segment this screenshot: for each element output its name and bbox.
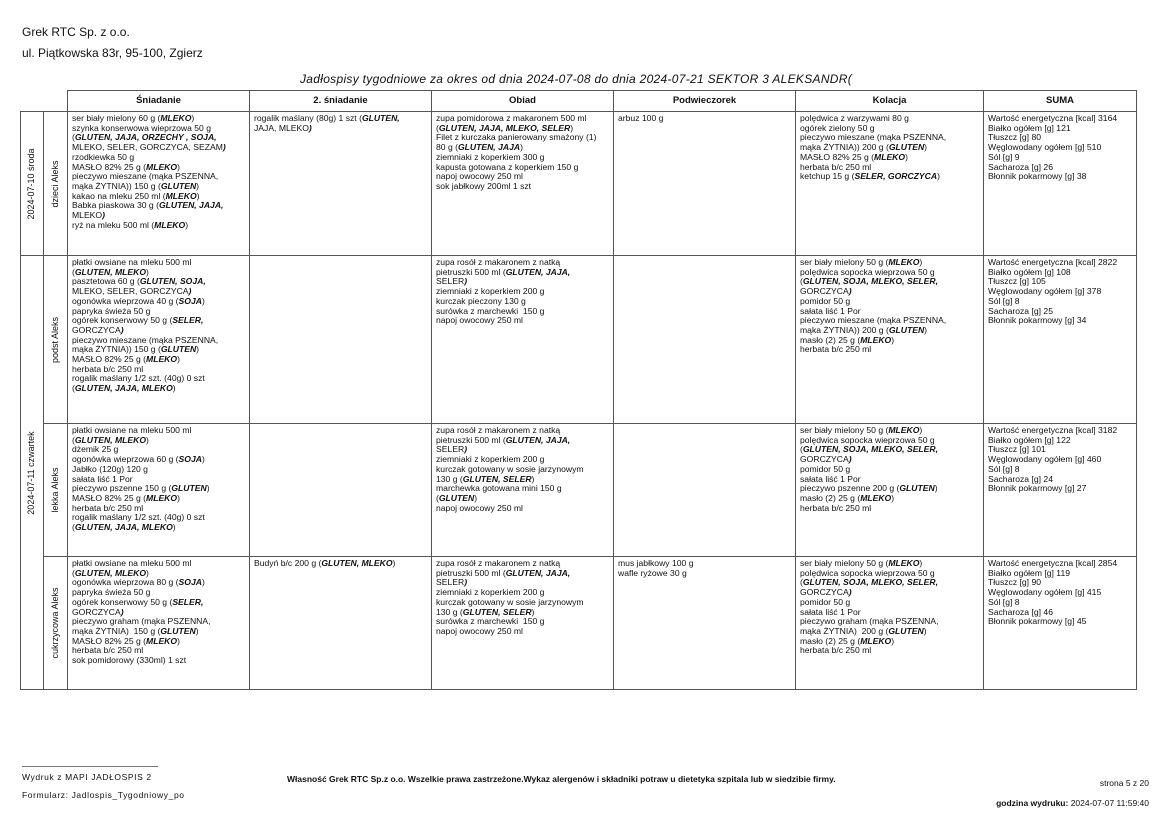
cell-line: papryka świeża 50 g <box>72 305 151 316</box>
allergen-text: ) <box>848 454 852 465</box>
table-row <box>21 424 1137 557</box>
cell-line: Tłuszcz [g] 105 <box>988 276 1046 287</box>
company-header <box>22 22 203 64</box>
meal-cell <box>796 424 984 557</box>
cell-line: (GLUTEN, JAJA, ORZECHY , SOJA, <box>72 132 217 143</box>
cell-line: pieczywo mieszane (mąka PSZENNA, <box>72 334 219 345</box>
cell-line: napoj owocowy 250 ml <box>436 502 523 513</box>
cell-line: Tłuszcz [g] 101 <box>988 444 1046 455</box>
cell-line: MASŁO 82% 25 g (MLEKO) <box>72 492 180 503</box>
allergen-text: GLUTEN, JAJA, MLEKO <box>74 522 173 533</box>
cell-line: (GLUTEN, SOJA, MLEKO, SELER, <box>800 577 938 588</box>
table-row <box>21 256 1137 424</box>
cell-line: pieczywo mieszane (mąka PSZENNA, <box>72 171 219 182</box>
cell-line: zupa rosół z makaronem z natką <box>436 558 561 568</box>
cell-line: Węglowodany ogółem [g] 510 <box>988 142 1102 153</box>
allergen-text: GLUTEN, SOJA, MLEKO, SELER, <box>802 444 938 455</box>
cell-line: rogalik maślany 1/2 szt. (40g) 0 szt <box>72 373 205 384</box>
cell-line: płatki owsiane na mleku 500 ml <box>72 425 192 435</box>
allergen-text: GLUTEN, JAJA, <box>505 567 571 578</box>
footer-left <box>22 768 185 804</box>
cell-line: masło (2) 25 g (MLEKO) <box>800 334 895 345</box>
diet-cell <box>44 256 68 424</box>
company-address: ul. Piątkowska 83r, 95-100, Zgierz <box>22 46 203 60</box>
cell-line: Tłuszcz [g] 90 <box>988 577 1042 588</box>
cell-line: ser biały mielony 50 g (MLEKO) <box>800 257 923 267</box>
cell-line: ketchup 15 g (SELER, GORCZYCA) <box>800 171 940 182</box>
cell-line: MASŁO 82% 25 g (MLEKO) <box>72 161 180 172</box>
diet-label: dzieci Aleks <box>49 159 60 208</box>
meal-cell <box>796 256 984 424</box>
allergen-text: SELER, GORCZYCA <box>854 171 938 182</box>
cell-line: sok pomidorowy (330ml) 1 szt <box>72 655 187 666</box>
meal-cell <box>796 112 984 256</box>
cell-line: (GLUTEN, SOJA, MLEKO, SELER, <box>800 444 938 455</box>
cell-line: zupa rosół z makaronem z natką <box>436 257 561 267</box>
meal-cell <box>432 256 614 424</box>
allergen-text: GLUTEN <box>438 492 475 503</box>
footer-copyright: Własność Grek RTC Sp.z o.o. Wszelkie prawa zastrzeżone.Wykaz alergenów i składniki potraw u dietetyka szpitala lub w siedzibie firmy. <box>287 774 836 784</box>
allergen-text: GLUTEN <box>171 483 207 494</box>
diet-label: cukrzycowa Aleks <box>49 587 60 659</box>
cell-line: Babka piaskowa 30 g (GLUTEN, JAJA, <box>72 200 224 211</box>
meal-cell <box>614 256 796 424</box>
cell-line: GORCZYCA) <box>800 587 852 598</box>
diet-label: lekka Aleks <box>49 467 60 513</box>
print-time-value: 2024-07-07 11:59:40 <box>1070 798 1149 808</box>
allergen-text: SOJA <box>178 577 202 588</box>
cell-line: ogonówka wieprzowa 60 g (SOJA) <box>72 454 205 465</box>
cell-line: ryż na mleku 500 ml (MLEKO) <box>72 219 189 230</box>
cell-line: MASŁO 82% 25 g (MLEKO) <box>800 151 908 162</box>
allergen-text: GLUTEN <box>888 324 925 335</box>
meal-cell <box>68 424 250 557</box>
allergen-text: MLEKO <box>154 219 186 230</box>
cell-line: Błonnik pokarmowy [g] 38 <box>988 171 1087 182</box>
allergen-text: MLEKO <box>860 492 892 503</box>
meal-cell <box>250 424 432 557</box>
cell-line: dżemik 25 g <box>72 444 119 455</box>
cell-line: sałata liść 1 Por <box>800 473 861 484</box>
header-blank <box>44 91 68 112</box>
print-time-label: godzina wydruku: <box>996 798 1069 808</box>
allergen-text: MLEKO <box>160 113 192 123</box>
allergen-text: GLUTEN <box>888 142 925 153</box>
cell-line: Węglowodany ogółem [g] 460 <box>988 454 1102 465</box>
meal-cell <box>432 424 614 557</box>
cell-line: herbata b/c 250 ml <box>800 344 872 355</box>
cell-line: pieczywo graham (mąka PSZENNA, <box>800 616 939 627</box>
cell-line: mąka ŻYTNIA)) 200 g (GLUTEN) <box>800 324 928 335</box>
cell-line: (GLUTEN, JAJA, MLEKO, SELER) <box>436 122 574 133</box>
header-row <box>21 91 1137 112</box>
cell-line: kakao na mleku 250 ml (MLEKO) <box>72 190 200 201</box>
diet-label: podst Aleks <box>49 316 60 363</box>
cell-line: marchewka gotowana mini 150 g <box>436 483 562 494</box>
allergen-text: MLEKO <box>146 492 178 503</box>
cell-line: sok jabłkowy 200ml 1 szt <box>436 180 532 191</box>
col-header-suma: SUMA <box>984 91 1137 112</box>
print-time <box>996 793 1149 813</box>
cell-line: (GLUTEN) <box>436 492 478 503</box>
summary-cell <box>984 112 1137 256</box>
allergen-text: MLEKO <box>146 161 178 172</box>
cell-line: arbuz 100 g <box>618 113 664 123</box>
meal-cell <box>432 112 614 256</box>
cell-line: zupa rosół z makaronem z natką <box>436 425 561 435</box>
meal-cell <box>250 256 432 424</box>
cell-line: polędwica z warzywami 80 g <box>800 113 909 123</box>
cell-line: MLEKO, SELER, GORCZYCA) <box>72 286 192 297</box>
menu-table <box>20 90 1137 690</box>
allergen-text: GLUTEN, JAJA, MLEKO, SELER <box>438 122 571 133</box>
cell-line: Sól [g] 9 <box>988 151 1020 162</box>
summary-cell <box>984 256 1137 424</box>
table-row <box>21 112 1137 256</box>
cell-line: pietruszki 500 ml (GLUTEN, JAJA, <box>436 434 571 445</box>
allergen-text: GLUTEN, SOJA, MLEKO, SELER, <box>802 276 938 287</box>
cell-line: Białko ogółem [g] 108 <box>988 266 1071 277</box>
allergen-text: GLUTEN, <box>361 113 400 123</box>
cell-line: napoj owocowy 250 ml <box>436 171 523 182</box>
cell-line: ogórek konserwowy 50 g (SELER, <box>72 315 204 326</box>
allergen-text: SELER, <box>172 315 204 326</box>
cell-line: pieczywo mieszane (mąka PSZENNA, <box>800 315 947 326</box>
cell-line: pietruszki 500 ml (GLUTEN, JAJA, <box>436 266 571 277</box>
cell-line: mąka ŻYTNIA) 150 g (GLUTEN) <box>72 625 199 636</box>
cell-line: Białko ogółem [g] 121 <box>988 122 1071 133</box>
allergen-text: ) <box>848 286 852 297</box>
allergen-text: MLEKO <box>165 190 197 201</box>
cell-line: GORCZYCA) <box>72 606 124 617</box>
allergen-text: GLUTEN, SELER <box>462 606 532 617</box>
cell-line: Sól [g] 8 <box>988 463 1020 474</box>
cell-line: herbata b/c 250 ml <box>800 645 872 656</box>
cell-line: Wartość energetyczna [kcal] 3164 <box>988 113 1118 123</box>
report-title: Jadłospisy tygodniowe za okres od dnia 2024-07-08 do dnia 2024-07-21 SEKTOR 3 ALEKSANDR( <box>300 72 853 86</box>
cell-line: rzodkiewka 50 g <box>72 151 135 162</box>
meal-cell <box>796 557 984 690</box>
cell-line: pomidor 50 g <box>800 596 851 607</box>
cell-line: (GLUTEN, SOJA, MLEKO, SELER, <box>800 276 938 287</box>
cell-line: Białko ogółem [g] 122 <box>988 434 1071 445</box>
allergen-text: ) <box>188 286 192 297</box>
cell-line: GORCZYCA) <box>800 454 852 465</box>
allergen-text: GLUTEN <box>160 625 196 636</box>
cell-line: szynka konserwowa wieprzowa 50 g <box>72 122 211 133</box>
cell-line: ogonówka wieprzowa 40 g (SOJA) <box>72 295 205 306</box>
cell-line: pieczywo pszenne 150 g (GLUTEN) <box>72 483 210 494</box>
date-cell <box>21 256 44 690</box>
cell-line: (GLUTEN, MLEKO) <box>72 567 149 578</box>
cell-line: napoj owocowy 250 ml <box>436 625 523 636</box>
cell-line: mus jabłkowy 100 g <box>618 558 694 568</box>
cell-line: pietruszki 500 ml (GLUTEN, JAJA, <box>436 567 571 578</box>
cell-line: wafle ryżowe 30 g <box>618 567 687 578</box>
cell-line: pomidor 50 g <box>800 295 851 306</box>
allergen-text: SELER, <box>172 596 204 607</box>
allergen-text: GLUTEN, JAJA <box>457 142 521 153</box>
cell-line: Tłuszcz [g] 80 <box>988 132 1042 143</box>
diet-cell <box>44 557 68 690</box>
cell-line: surówka z marchewki 150 g <box>436 305 545 316</box>
allergen-text: GLUTEN, JAJA, <box>505 266 571 277</box>
allergen-text: GLUTEN, SELER <box>462 473 532 484</box>
allergen-text: ) <box>308 122 312 133</box>
allergen-text: GLUTEN <box>160 344 197 355</box>
meal-cell <box>68 112 250 256</box>
cell-line: pieczywo mieszane (mąka PSZENNA, <box>800 132 947 143</box>
allergen-text: GLUTEN, MLEKO <box>74 567 147 578</box>
diet-cell <box>44 112 68 256</box>
cell-line: Sól [g] 8 <box>988 596 1020 607</box>
cell-line: Budyń b/c 200 g (GLUTEN, MLEKO) <box>254 558 396 568</box>
allergen-text: SOJA <box>178 295 202 306</box>
meal-cell <box>614 424 796 557</box>
allergen-text: ) <box>120 324 124 335</box>
cell-line: kapusta gotowana z koperkiem 150 g <box>436 161 579 172</box>
cell-line: Białko ogółem [g] 119 <box>988 567 1071 578</box>
cell-line: (GLUTEN, JAJA, MLEKO) <box>72 522 176 533</box>
cell-line: ziemniaki z koperkiem 200 g <box>436 286 545 297</box>
cell-line: surówka z marchewki 150 g <box>436 616 545 627</box>
allergen-text: MLEKO <box>860 334 892 345</box>
cell-line: kurczak gotowany w sosie jarzynowym <box>436 596 584 607</box>
cell-line: sałata liść 1 Por <box>800 305 861 316</box>
meal-cell <box>68 557 250 690</box>
col-header-sniadanie: Śniadanie <box>68 91 250 112</box>
allergen-text: ) <box>120 606 124 617</box>
cell-line: kurczak gotowany w sosie jarzynowym <box>436 463 584 474</box>
allergen-text: MLEKO <box>874 151 906 162</box>
allergen-text: GLUTEN <box>160 180 197 191</box>
cell-line: Błonnik pokarmowy [g] 34 <box>988 315 1087 326</box>
cell-line: ser biały mielony 50 g (MLEKO) <box>800 425 923 435</box>
cell-line: pasztetowa 60 g (GLUTEN, SOJA, <box>72 276 206 287</box>
cell-line: Węglowodany ogółem [g] 415 <box>988 587 1102 598</box>
col-header-kolacja: Kolacja <box>796 91 984 112</box>
cell-line: mąka ŻYTNIA) 200 g (GLUTEN) <box>800 625 927 636</box>
cell-line: Wartość energetyczna [kcal] 3182 <box>988 425 1118 435</box>
cell-line: ziemniaki z koperkiem 200 g <box>436 587 545 598</box>
cell-line: rogalik maślany (80g) 1 szt (GLUTEN, <box>254 113 400 123</box>
footer-divider <box>22 766 158 767</box>
allergen-text: ) <box>464 444 468 455</box>
cell-line: ogórek konserwowy 50 g (SELER, <box>72 596 204 607</box>
allergen-text: GLUTEN, JAJA, <box>505 434 571 445</box>
cell-line: 80 g (GLUTEN, JAJA) <box>436 142 523 153</box>
cell-line: polędwica sopocka wieprzowa 50 g <box>800 567 935 578</box>
diet-cell <box>44 424 68 557</box>
allergen-text: MLEKO <box>888 425 920 435</box>
cell-line: Błonnik pokarmowy [g] 27 <box>988 483 1087 494</box>
cell-line: ser biały mielony 60 g (MLEKO) <box>72 113 195 123</box>
allergen-text: ) <box>464 276 468 287</box>
cell-line: (GLUTEN, MLEKO) <box>72 266 149 277</box>
table-row <box>21 557 1137 690</box>
cell-line: ziemniaki z koperkiem 300 g <box>436 151 545 162</box>
cell-line: 130 g (GLUTEN, SELER) <box>436 473 535 484</box>
cell-line: Sacharoza [g] 24 <box>988 473 1053 484</box>
cell-line: ogórek zielony 50 g <box>800 122 875 133</box>
allergen-text: SOJA <box>178 454 202 465</box>
cell-line: polędwica sopocka wieprzowa 50 g <box>800 266 935 277</box>
cell-line: herbata b/c 250 ml <box>72 363 144 374</box>
col-header-2-sniadanie: 2. śniadanie <box>250 91 432 112</box>
cell-line: MLEKO) <box>72 210 105 221</box>
cell-line: ogonówka wieprzowa 80 g (SOJA) <box>72 577 205 588</box>
allergen-text: ) <box>222 142 226 153</box>
footer-form-name: Formularz: Jadlospis_Tygodniowy_po <box>22 790 185 800</box>
cell-line: rogalik maślany 1/2 szt. (40g) 0 szt <box>72 512 205 523</box>
cell-line: MASŁO 82% 25 g (MLEKO) <box>72 354 180 365</box>
cell-line: (GLUTEN, MLEKO) <box>72 434 149 445</box>
cell-line: 130 g (GLUTEN, SELER) <box>436 606 535 617</box>
cell-line: papryka świeża 50 g <box>72 587 151 598</box>
cell-line: ser biały mielony 50 g (MLEKO) <box>800 558 923 568</box>
cell-line: pieczywo pszenne 200 g (GLUTEN) <box>800 483 938 494</box>
cell-line: Sól [g] 8 <box>988 295 1020 306</box>
cell-line: polędwica sopocka wieprzowa 50 g <box>800 434 935 445</box>
page-number: strona 5 z 20 <box>1099 778 1149 788</box>
summary-cell <box>984 557 1137 690</box>
cell-line: Sacharoza [g] 25 <box>988 305 1053 316</box>
cell-line: mąka ŻYTNIA)) 200 g (GLUTEN) <box>800 142 928 153</box>
allergen-text: ) <box>848 587 852 598</box>
allergen-text: GLUTEN <box>888 625 924 636</box>
cell-line: mąka ŻYTNIA)) 150 g (GLUTEN) <box>72 180 200 191</box>
date-cell <box>21 112 44 256</box>
cell-line: pieczywo graham (mąka PSZENNA, <box>72 616 211 627</box>
allergen-text: GLUTEN, MLEKO <box>74 266 147 277</box>
cell-line: herbata b/c 250 ml <box>800 502 872 513</box>
allergen-text: MLEKO <box>888 558 920 568</box>
cell-line: herbata b/c 250 ml <box>72 645 144 656</box>
cell-line: płatki owsiane na mleku 500 ml <box>72 558 192 568</box>
allergen-text: MLEKO <box>860 635 892 646</box>
col-header-podwieczorek: Podwieczorek <box>614 91 796 112</box>
cell-line: MASŁO 82% 25 g (MLEKO) <box>72 635 180 646</box>
cell-line: ziemniaki z koperkiem 200 g <box>436 454 545 465</box>
cell-line: napoj owocowy 250 ml <box>436 315 523 326</box>
allergen-text: ) <box>464 577 468 588</box>
cell-line: zupa pomidorowa z makaronem 500 ml <box>436 113 587 123</box>
allergen-text: MLEKO <box>146 354 178 365</box>
allergen-text: ) <box>102 210 105 221</box>
cell-line: Sacharoza [g] 26 <box>988 161 1053 172</box>
allergen-text: GLUTEN, SOJA, <box>139 276 206 287</box>
cell-line: Filet z kurczaka panierowany smażony (1) <box>436 132 597 143</box>
allergen-text: GLUTEN <box>899 483 935 494</box>
meal-cell <box>614 557 796 690</box>
cell-line: Sacharoza [g] 46 <box>988 606 1053 617</box>
allergen-text: GLUTEN, JAJA, ORZECHY , SOJA, <box>74 132 217 143</box>
cell-line: GORCZYCA) <box>800 286 852 297</box>
allergen-text: GLUTEN, JAJA, MLEKO <box>74 383 173 394</box>
footer-print-source: Wydruk z MAPI JADŁOSPIS 2 <box>22 772 152 782</box>
meal-cell <box>68 256 250 424</box>
cell-line: Jabłko (120g) 120 g <box>72 463 148 474</box>
cell-line: SELER) <box>436 276 468 287</box>
cell-line: masło (2) 25 g (MLEKO) <box>800 492 895 503</box>
cell-line: sałata liść 1 Por <box>800 606 861 617</box>
meal-cell <box>614 112 796 256</box>
meal-cell <box>432 557 614 690</box>
cell-line: Wartość energetyczna [kcal] 2822 <box>988 257 1118 267</box>
cell-line: SELER) <box>436 577 468 588</box>
cell-line: sałata liść 1 Por <box>72 473 133 484</box>
cell-line: pomidor 50 g <box>800 463 851 474</box>
summary-cell <box>984 424 1137 557</box>
allergen-text: MLEKO <box>146 635 178 646</box>
cell-line: JAJA, MLEKO) <box>254 122 312 133</box>
cell-line: herbata b/c 250 ml <box>800 161 872 172</box>
cell-line: (GLUTEN, JAJA, MLEKO) <box>72 383 176 394</box>
col-header-obiad: Obiad <box>432 91 614 112</box>
cell-line: SELER) <box>436 444 468 455</box>
company-name: Grek RTC Sp. z o.o. <box>22 25 130 39</box>
cell-line: mąka ŻYTNIA)) 150 g (GLUTEN) <box>72 344 200 355</box>
meal-cell <box>250 112 432 256</box>
allergen-text: GLUTEN, MLEKO <box>321 558 393 568</box>
cell-line: Błonnik pokarmowy [g] 45 <box>988 616 1087 627</box>
allergen-text: GLUTEN, MLEKO <box>74 434 147 445</box>
date-label: 2024-07-11 czwartek <box>26 430 37 515</box>
cell-line: MLEKO, SELER, GORCZYCA, SEZAM) <box>72 142 226 153</box>
cell-line: kurczak pieczony 130 g <box>436 295 526 306</box>
cell-line: Wartość energetyczna [kcal] 2854 <box>988 558 1118 568</box>
cell-line: masło (2) 25 g (MLEKO) <box>800 635 895 646</box>
date-label: 2024-07-10 środa <box>26 147 37 220</box>
meal-cell <box>250 557 432 690</box>
header-blank <box>21 91 44 112</box>
allergen-text: GLUTEN, SOJA, MLEKO, SELER, <box>802 577 938 588</box>
footer-right <box>996 773 1149 813</box>
cell-line: GORCZYCA) <box>72 324 124 335</box>
allergen-text: MLEKO <box>888 257 920 267</box>
cell-line: herbata b/c 250 ml <box>72 502 144 513</box>
cell-line: płatki owsiane na mleku 500 ml <box>72 257 192 267</box>
cell-line: Węglowodany ogółem [g] 378 <box>988 286 1102 297</box>
allergen-text: GLUTEN, JAJA, <box>158 200 224 211</box>
